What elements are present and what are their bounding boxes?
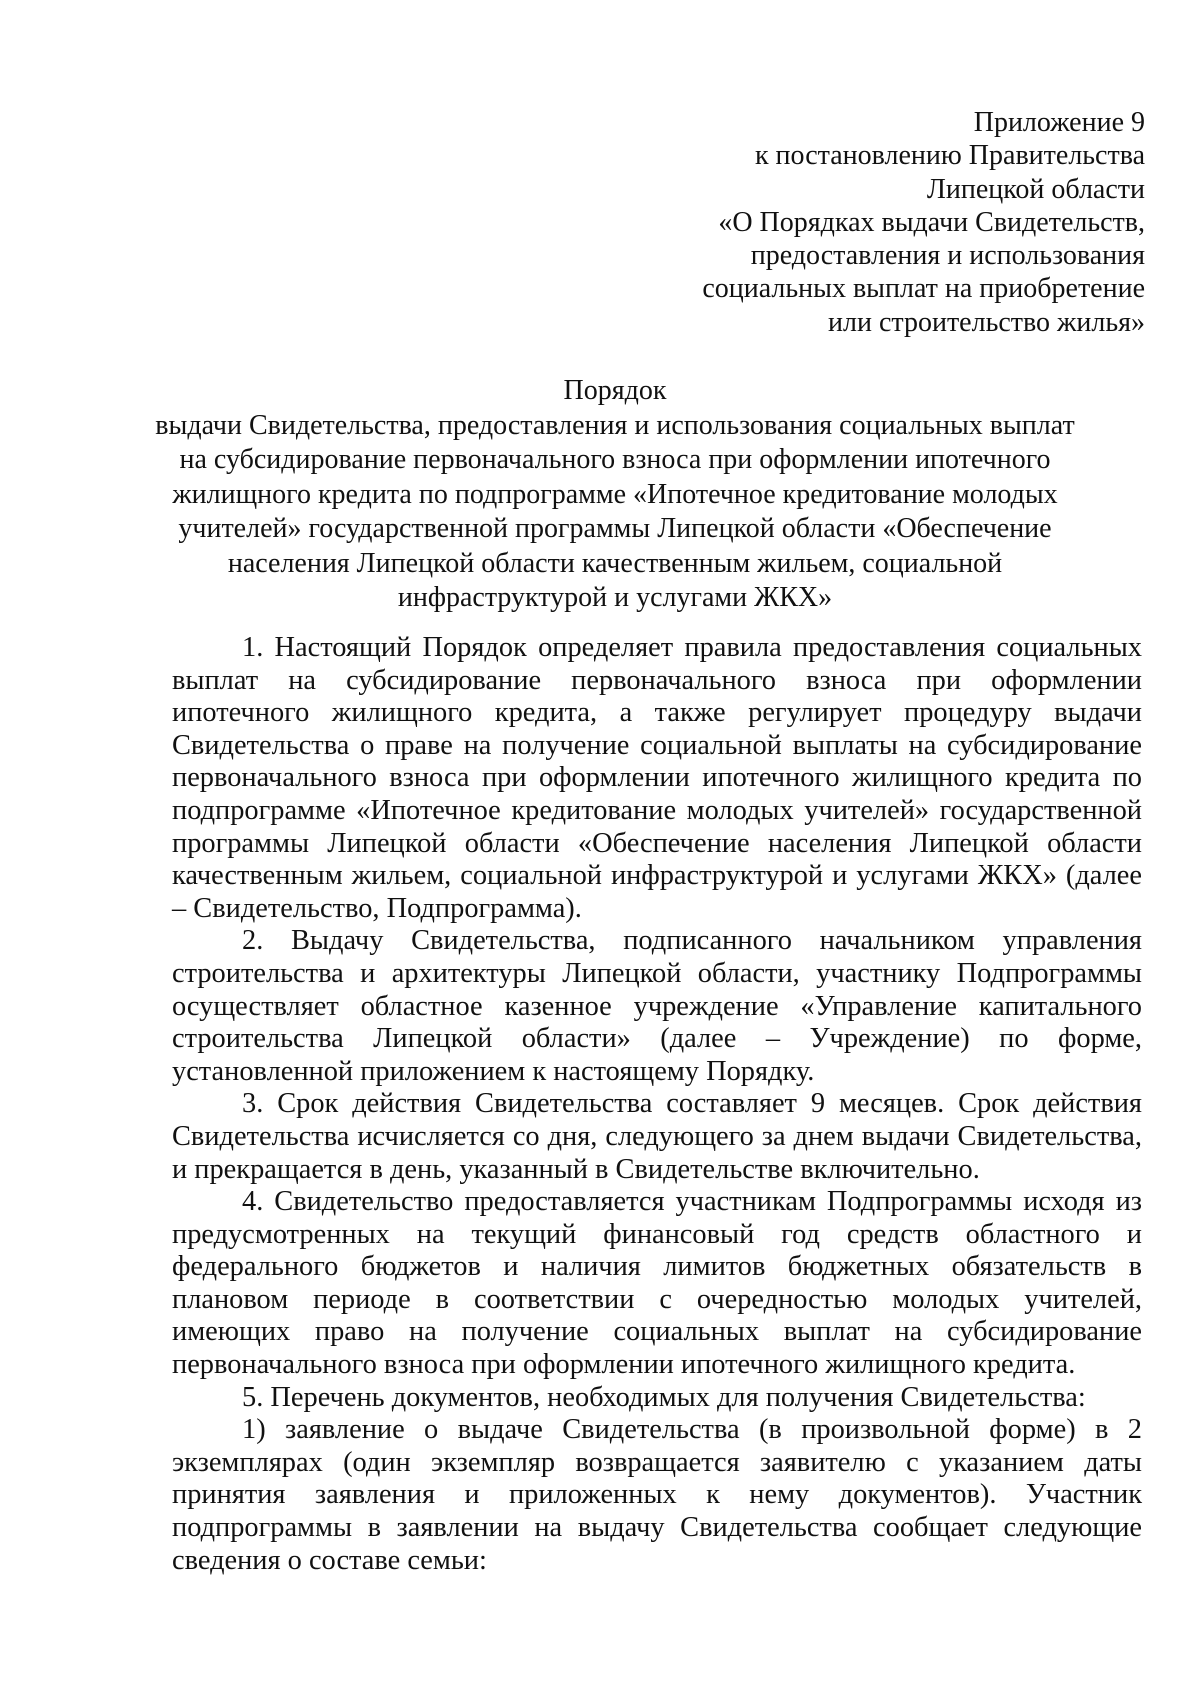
title-line: населения Липецкой области качественным жильем, социальной: [227, 547, 1003, 579]
appendix-line: «О Порядках выдачи Свидетельств,: [718, 206, 1145, 238]
document-title: [155, 374, 1075, 616]
appendix-line: социальных выплат на приобретение: [702, 273, 1145, 305]
appendix-header: [702, 106, 1145, 339]
paragraph-4: 4. Свидетельство предоставляется участникам Подпрограммы исходя из предусмотренных на текущий финансовый год средств областного и федерального бюджетов и наличия лимитов бюджетных обязательств в плановом периоде в соответствии с очередностью молодых учителей, имеющих право на получение социальных выплат на субсидирование первоначального взноса при оформлении ипотечного жилищного кредита.: [172, 1186, 1142, 1381]
appendix-line: предоставления и использования: [750, 240, 1145, 272]
appendix-line: Липецкой области: [926, 173, 1145, 205]
title-line: учителей» государственной программы Липецкой области «Обеспечение: [178, 513, 1052, 544]
paragraph-5-item-1: 1) заявление о выдаче Свидетельства (в произвольной форме) в 2 экземплярах (один экземпляр возвращается заявителю с указанием даты принятия заявления и приложенных к нему документов). Участник подпрограммы в заявлении на выдачу Свидетельства сообщает следующие сведения о составе семьи:: [172, 1414, 1142, 1576]
paragraph-1: 1. Настоящий Порядок определяет правила предоставления социальных выплат на субсидирование первоначального взноса при оформлении ипотечного жилищного кредита, а также регулирует процедуру выдачи Свидетельства о праве на получение социальной выплаты на субсидирование первоначального взноса при оформлении ипотечного жилищного кредита по подпрограмме «Ипотечное кредитование молодых учителей» государственной программы Липецкой области «Обеспечение населения Липецкой области качественным жильем, социальной инфраструктурой и услугами ЖКХ» (далее – Свидетельство, Подпрограмма).: [172, 632, 1142, 924]
title-line: инфраструктурой и услугами ЖКХ»: [397, 582, 833, 613]
appendix-line: к постановлению Правительства: [754, 140, 1145, 172]
paragraph-3: 3. Срок действия Свидетельства составляет 9 месяцев. Срок действия Свидетельства исчисляется со дня, следующего за днем выдачи Свидетельства, и прекращается в день, указанный в Свидетельстве включительно.: [172, 1088, 1142, 1185]
title-line: выдачи Свидетельства, предоставления и использования социальных выплат: [155, 409, 1075, 441]
title-line: на субсидирование первоначального взноса при оформлении ипотечного: [179, 444, 1051, 475]
paragraph-2: 2. Выдачу Свидетельства, подписанного начальником управления строительства и архитектуры Липецкой области, участнику Подпрограммы осуществляет областное казенное учреждение «Управление капитального строительства Липецкой области» (далее – Учреждение) по форме, установленной приложением к настоящему Порядку.: [172, 925, 1142, 1087]
title-heading: Порядок: [563, 375, 667, 406]
appendix-line: Приложение 9: [973, 107, 1145, 138]
appendix-line: или строительство жилья»: [828, 306, 1145, 338]
document-body: [172, 632, 1142, 1577]
title-line: жилищного кредита по подпрограмме «Ипотечное кредитование молодых: [172, 478, 1058, 510]
paragraph-5: 5. Перечень документов, необходимых для получения Свидетельства:: [242, 1381, 1086, 1413]
